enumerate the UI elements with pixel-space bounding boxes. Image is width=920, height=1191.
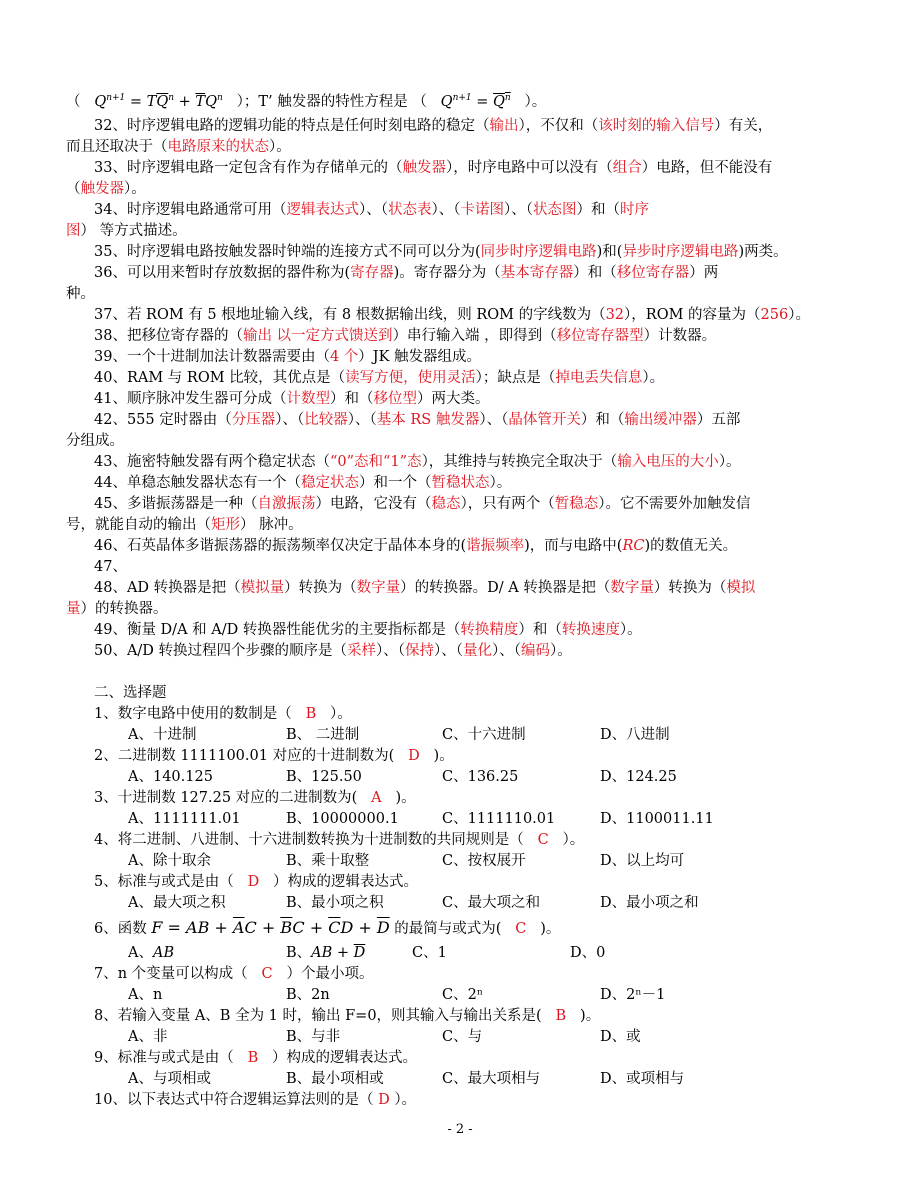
option-6c: C、1 [412, 945, 447, 961]
fill-50: 50、A/D 转换过程四个步骤的顺序是（采样）、（保持）、（量化）、（编码）。 [94, 643, 572, 659]
option-3c: C、1111110.01 [442, 811, 556, 827]
option-2b: B、125.50 [286, 769, 362, 785]
question-3: 3、十进制数 127.25 对应的二进制数为( A )。 [94, 790, 416, 806]
option-9b: B、最小项相或 [286, 1071, 384, 1087]
t-prime-equation: $Q^{n+1} = Q^n$ [431, 93, 511, 110]
option-6b: B、AB + $\overline{D}$ [286, 945, 366, 961]
fill-33-cont: （触发器）。 [66, 181, 146, 197]
fill-34-cont: 图） 等方式描述。 [66, 223, 187, 239]
question-5: 5、标准与或式是由（ D ）构成的逻辑表达式。 [94, 874, 419, 890]
page-number: - 2 - [447, 1122, 473, 1137]
fill-43: 43、施密特触发器有两个稳定状态（“0”态和“1”态），其维持与转换完全取决于（输入电压的大小）。 [94, 454, 741, 470]
fill-32: 32、时序逻辑电路的逻辑功能的特点是任何时刻电路的稳定（输出），不仅和（该时刻的输入信号）有关， [94, 118, 773, 134]
fill-40: 40、RAM 与 ROM 比较，其优点是（读写方便，使用灵活）；缺点是（掉电丢失信息）。 [94, 370, 665, 386]
option-8c: C、与 [442, 1029, 483, 1045]
option-9d: D、或项相与 [600, 1071, 685, 1087]
option-5c: C、最大项之和 [442, 895, 541, 911]
option-4c: C、按权展开 [442, 853, 526, 869]
option-4b: B、乘十取整 [286, 853, 370, 869]
option-3d: D、1100011.11 [600, 811, 714, 827]
fill-45: 45、多谐振荡器是一种（自激振荡）电路，它没有（稳态），只有两个（暂稳态）。它不需要外加触发信 [94, 496, 751, 512]
fill-49: 49、衡量 D/A 和 A/D 转换器性能优劣的主要指标都是（转换精度）和（转换速度）。 [94, 622, 642, 638]
option-7c: C、2ⁿ [442, 987, 484, 1003]
fill-39: 39、一个十进制加法计数器需要由（4 个）JK 触发器组成。 [94, 349, 482, 365]
option-7d: D、2ⁿ－1 [600, 987, 666, 1003]
question-10: 10、以下表达式中符合逻辑运算法则的是（ D ）。 [94, 1092, 417, 1108]
option-4d: D、以上均可 [600, 853, 685, 869]
fill-48: 48、AD 转换器是把（模拟量）转换为（数字量）的转换器。D/ A 转换器是把（数字量）转换为（模拟 [94, 580, 756, 596]
option-2c: C、136.25 [442, 769, 519, 785]
option-1a: A、十进制 [128, 727, 197, 743]
fill-33: 33、时序逻辑电路一定包含有作为存储单元的（触发器），时序电路中可以没有（组合）电路，但不能没有 [94, 160, 773, 176]
question-1: 1、数字电路中使用的数制是（ B ）。 [94, 706, 352, 722]
fill-37: 37、若 ROM 有 5 根地址输入线，有 8 根数据输出线，则 ROM 的字线数为（32），ROM 的容量为（256）。 [94, 307, 810, 323]
fill-44: 44、单稳态触发器状态有一个（稳定状态）和一个（暂稳状态）。 [94, 475, 512, 491]
fill-41: 41、顺序脉冲发生器可分成（计数型）和（移位型）两大类。 [94, 391, 490, 407]
option-6a: A、AB [128, 945, 175, 961]
option-8a: A、非 [128, 1029, 168, 1045]
option-2a: A、140.125 [128, 769, 213, 785]
question-2: 2、二进制数 1111100.01 对应的十进制数为( D )。 [94, 748, 454, 764]
question-6: 6、函数 F = AB + $\overline{A}C + \overline{B}C + \overline{C}D + \overline{D}$ 的最简与或式为( C )。 [94, 918, 561, 937]
option-9c: C、最大项相与 [442, 1071, 541, 1087]
option-8b: B、与非 [286, 1029, 341, 1045]
question-9: 9、标准与或式是由（ B ）构成的逻辑表达式。 [94, 1050, 418, 1066]
option-5b: B、最小项之积 [286, 895, 384, 911]
option-8d: D、或 [600, 1029, 641, 1045]
fill-42-cont: 分组成。 [66, 433, 124, 449]
option-9a: A、与项相或 [128, 1071, 211, 1087]
option-2d: D、124.25 [600, 769, 677, 785]
option-5a: A、最大项之积 [128, 895, 226, 911]
fill-45-cont: 号，就能自动的输出（矩形） 脉冲。 [66, 517, 303, 533]
fill-42: 42、555 定时器由（分压器）、（比较器）、（基本 RS 触发器）、（晶体管开关）和（输出缓冲器）五部 [94, 412, 741, 428]
fill-48-cont: 量）的转换器。 [66, 601, 168, 617]
fill-38: 38、把移位寄存器的（输出 以一定方式馈送到）串行输入端 ，即得到（移位寄存器型）计数器。 [94, 328, 717, 344]
section-title: 二、选择题 [94, 685, 167, 701]
function-formula: F = AB + $\overline{A}C + \overline{B}C + \overline{C}D + \overline{D}$ [151, 918, 390, 937]
option-3b: B、10000000.1 [286, 811, 399, 827]
fill-31: （ $Q^{n+1} = T\overline{Q}^n + \overline{T}Q^n$ ）；T’ 触发器的特性方程是 （ $Q^{n+1} = Q^n$ ）。 [66, 93, 547, 110]
option-3a: A、1111111.01 [128, 811, 241, 827]
fill-36-cont: 种。 [66, 286, 95, 302]
fill-36: 36、可以用来暂时存放数据的器件称为(寄存器)。寄存器分为（基本寄存器）和（移位寄存器）两 [94, 265, 719, 281]
fill-35: 35、时序逻辑电路按触发器时钟端的连接方式不同可以分为(同步时序逻辑电路)和(异步时序逻辑电路)两类。 [94, 244, 788, 260]
option-1b: B、 二进制 [286, 727, 360, 743]
fill-46: 46、石英晶体多谐振荡器的振荡频率仅决定于晶体本身的(谐振频率)，而与电路中(RC)的数值无关。 [94, 538, 738, 554]
option-1c: C、十六进制 [442, 727, 526, 743]
option-7b: B、2n [286, 987, 330, 1003]
fill-32-cont: 而且还取决于（电路原来的状态）。 [66, 139, 291, 155]
option-5d: D、最小项之和 [600, 895, 699, 911]
option-6d: D、0 [570, 945, 606, 961]
option-4a: A、除十取余 [128, 853, 211, 869]
option-7a: A、n [128, 987, 163, 1003]
question-4: 4、将二进制、八进制、十六进制数转换为十进制数的共同规则是（ C ）。 [94, 832, 585, 848]
jk-equation: $Q^{n+1} = T\overline{Q}^n + \overline{T}Q^n$ [85, 93, 223, 110]
option-1d: D、八进制 [600, 727, 670, 743]
fill-47: 47、 [94, 559, 127, 575]
question-8: 8、若输入变量 A、B 全为 1 时，输出 F=0，则其输入与输出关系是( B )。 [94, 1008, 601, 1024]
fill-34: 34、时序逻辑电路通常可用（逻辑表达式）、（状态表）、（卡诺图）、（状态图）和（时序 [94, 202, 649, 218]
question-7: 7、n 个变量可以构成（ C ）个最小项。 [94, 966, 374, 982]
